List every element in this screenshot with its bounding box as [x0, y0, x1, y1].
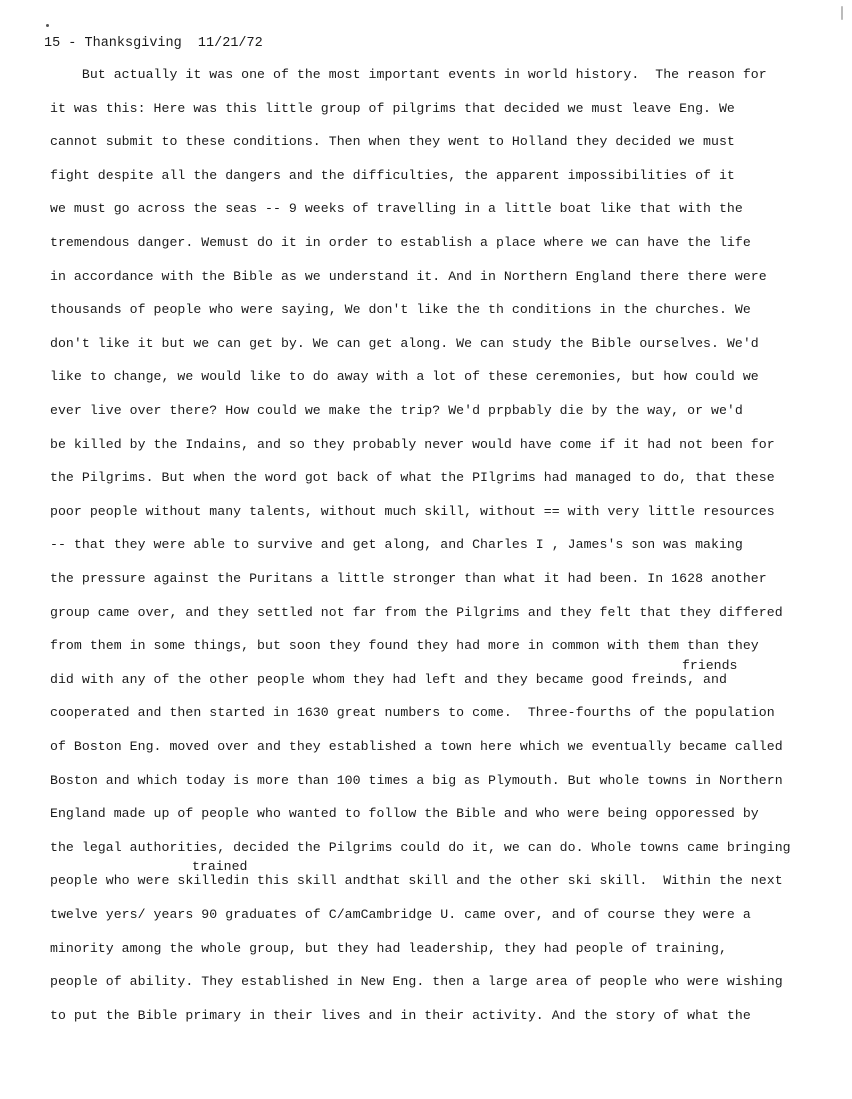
text-line: cannot submit to these conditions. Then when they went to Holland they decided we must	[50, 134, 735, 150]
text-line: England made up of people who wanted to follow the Bible and who were being opporessed by	[50, 806, 759, 822]
text-line: it was this: Here was this little group of pilgrims that decided we must leave Eng. We	[50, 100, 735, 116]
text-line: Boston and which today is more than 100 times a big as Plymouth. But whole towns in Northern	[50, 772, 783, 788]
interlinear-correction-trained: trained	[192, 859, 248, 874]
text-line: to put the Bible primary in their lives and in their activity. And the story of what the	[50, 1007, 751, 1023]
text-line: But actually it was one of the most important events in world history. The reason for	[50, 67, 767, 82]
text-line: ever live over there? How could we make the trip? We'd prpbably die by the way, or we'd	[50, 403, 743, 418]
interlinear-correction-friends: friends	[682, 658, 738, 673]
text-line: from them in some things, but soon they found they had more in common with them than they	[50, 638, 759, 654]
text-line: did with any of the other people whom they had left and they became good freinds, and	[50, 671, 727, 687]
text-line: people of ability. They established in New Eng. then a large area of people who were wishing	[50, 974, 783, 990]
text-line: the Pilgrims. But when the word got back of what the PIlgrims had managed to do, that these	[50, 470, 775, 486]
text-line: thousands of people who were saying, We don't like the th conditions in the churches. We	[50, 302, 751, 318]
text-line: don't like it but we can get by. We can get along. We can study the Bible ourselves. We'd	[50, 335, 759, 351]
text-line: like to change, we would like to do away with a lot of these ceremonies, but how could we	[50, 369, 759, 385]
margin-speck	[46, 24, 49, 27]
text-line: poor people without many talents, without much skill, without == with very little resources	[50, 503, 775, 519]
text-line: group came over, and they settled not far from the Pilgrims and they felt that they differed	[50, 604, 783, 620]
text-line: be killed by the Indains, and so they probably never would have come if it had not been for	[50, 436, 775, 452]
text-line: the legal authorities, decided the Pilgrims could do it, we can do. Whole towns came bringing	[50, 839, 791, 855]
text-line: cooperated and then started in 1630 great numbers to come. Three-fourths of the population	[50, 705, 775, 721]
text-line: we must go across the seas -- 9 weeks of travelling in a little boat like that with the	[50, 201, 743, 217]
text-line: tremendous danger. Wemust do it in order to establish a place where we can have the life	[50, 235, 751, 250]
text-line: -- that they were able to survive and get along, and Charles I , James's son was making	[50, 537, 743, 553]
text-line: people who were skilledin this skill andthat skill and the other ski skill. Within the next	[50, 873, 783, 889]
text-line: minority among the whole group, but they had leadership, they had people of training,	[50, 940, 727, 956]
margin-speck-corner	[841, 6, 843, 20]
text-line: in accordance with the Bible as we understand it. And in Northern England there there were	[50, 268, 767, 284]
text-line: the pressure against the Puritans a little stronger than what it had been. In 1628 another	[50, 571, 767, 586]
text-line: of Boston Eng. moved over and they established a town here which we eventually became called	[50, 739, 783, 754]
text-line: twelve yers/ years 90 graduates of C/amCambridge U. came over, and of course they were a	[50, 907, 751, 922]
page-header: 15 - Thanksgiving 11/21/72	[44, 36, 263, 51]
text-line: fight despite all the dangers and the difficulties, the apparent impossibilities of it	[50, 167, 735, 183]
